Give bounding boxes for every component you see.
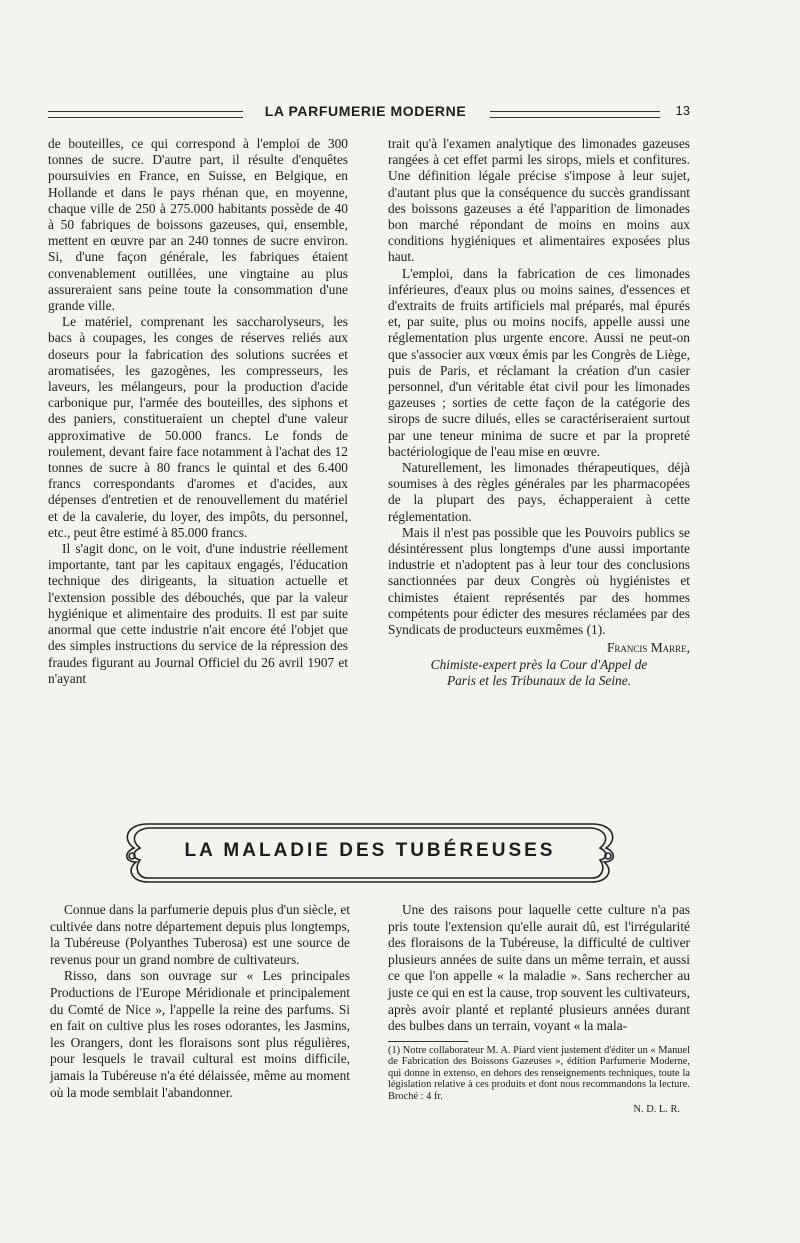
paragraph: Une des raisons pour laquelle cette culture n'a pas pris toute l'extension qu'elle aurait dû, est l'irrégularité des floraisons de la Tubéreuse, la difficulté de cultiver plusieurs années de suite dans un même terrain, et aussi ce que l'on appelle « la maladie ». Sans rechercher au juste ce qui en est la cause, trop souvent les cultivateurs, après avoir planté et replanté plusieurs années durant des bulbes dans un terrain, voyant « la mala- <box>388 902 690 1034</box>
author-name: Francis Marre, <box>606 640 690 656</box>
header-rule-left <box>48 111 243 118</box>
paragraph: trait qu'à l'examen analytique des limonades gazeuses rangées à cet effet parmi les sirops, miels et confitures. Une définition légale précise s'impose à leur sujet, d'autant plus que la conséquence du succès grandissant des boissons gazeuses a été l'apparition de limonades bon marché répondant de moins en moins aux conditions hygiéniques et alimentaires exposées plus haut. <box>388 136 690 265</box>
paragraph: Naturellement, les limonades thérapeutiques, déjà soumises à des règles générales par les pharmacopées de la plupart des pays, échapperaient à cette réglementation. <box>388 460 690 524</box>
header-rule-right <box>490 111 660 118</box>
journal-title: LA PARFUMERIE MODERNE <box>264 103 467 119</box>
paragraph: Connue dans la parfumerie depuis plus d'un siècle, et cultivée dans notre département depuis plus longtemps, la Tubéreuse (Polyanthes Tuberosa) est une source de revenus pour un grand nombre de cultivateurs. <box>50 902 350 967</box>
author-affiliation-1: Chimiste-expert près la Cour d'Appel de <box>430 656 648 672</box>
running-header <box>48 103 690 125</box>
article2-column-left <box>50 902 350 1101</box>
footnote-signature: N. D. L. R. <box>633 1104 680 1116</box>
footnote: (1) Notre collaborateur M. A. Piard vient justement d'éditer un « Manuel de Fabrication des Boissons Gazeuses », édition Parfumerie Moderne, qui donne in extenso, en dehors des renseignements techniques, toute la législation relative à ces produits et dont nous recommandons la lecture. Broché : 4 fr. <box>388 1044 690 1102</box>
paragraph: Il s'agit donc, on le voit, d'une industrie réellement importante, tant par les capitaux engagés, l'éducation technique des dirigeants, la situation actuelle et l'extension possible des débouchés, que par la valeur hygiénique et alimentaire des produits. Il est par suite anormal que cette industrie n'ait encore été l'objet que des simples instructions du service de la répression des fraudes figurant au Journal Officiel du 26 avril 1907 et n'ayant <box>48 541 348 686</box>
author-signature <box>388 640 690 656</box>
author-affiliation-2: Paris et les Tribunaux de la Seine. <box>446 672 632 688</box>
article-column-right <box>388 136 690 689</box>
paragraph: L'emploi, dans la fabrication de ces limonades inférieures, d'eaux plus ou moins saines, d'essences et d'extraits de fruits artificiels mal préparés, mal épurés et, par suite, plus ou moins nocifs, appelle aussi une réglementation plus urgente encore. Aussi ne peut-on que s'associer aux vœux émis par les Congrès de Liège, puis de Paris, et réclamant la création d'un casier personnel, d'un véritable état civil pour les limonades gazeuses ; sorties de cette façon de la catégorie des sirops de sucre dilués, elles se caractériseraient surtout par une teneur minima de sucre et par la propreté bactériologique de l'eau mise en œuvre. <box>388 265 690 459</box>
paragraph: de bouteilles, ce qui correspond à l'emploi de 300 tonnes de sucre. D'autre part, il résulte d'enquêtes poursuivies en France, en Suisse, en Belgique, en Hollande et dans le pays rhénan que, en moyenne, chaque ville de 250 à 275.000 habitants possède de 40 à 50 fabriques de boissons gazeuses, qui, ensemble, mettent en œuvre par an 240 tonnes de sucre environ. Si, d'une façon générale, les fabriques étaient convenablement outillées, une vingtaine au plus assureraient sans peine toute la consommation d'une grande ville. <box>48 136 348 314</box>
footnote-divider <box>388 1041 468 1042</box>
article-column-left <box>48 136 348 687</box>
article2-column-right <box>388 902 690 1116</box>
paragraph: Le matériel, comprenant les saccharolyseurs, les bacs à coupages, les conges de réserves reliés aux doseurs pour la fabrication des solutions sucrées et aromatisées, les gazogènes, les compresseurs, les laveurs, les mélangeurs, pour la production d'acide carbonique pur, l'armée des bouteilles, des siphons et des paniers, constitueraient un cheptel d'une valeur approximative de 50.000 francs. Le fonds de roulement, devant faire face notamment à l'achat des 12 tonnes de sucre à 80 francs le quintal et des 6.400 francs correspondants d'aromes et d'acides, aux dépenses d'entretien et de renouvellement du matériel et de la cavalerie, du loyer, des impôts, du personnel, etc., peut être estimé à 85.000 francs. <box>48 314 348 540</box>
section-title: LA MALADIE DES TUBÉREUSES <box>184 840 556 861</box>
paragraph: Mais il n'est pas possible que les Pouvoirs publics se désintéressent plus longtemps d'une aussi importante industrie et n'adoptent pas à leur tour des conclusions sanctionnées par deux Congrès où hygiénistes et chimistes étaient représentés par des hommes compétents pour édicter des mesures réclamées par des Syndicats de producteurs euxmêmes (1). <box>388 524 690 638</box>
page-number: 13 <box>675 103 690 118</box>
paragraph: Risso, dans son ouvrage sur « Les principales Productions de l'Europe Méridionale et principalement du Comté de Nice », l'appelle la reine des parfums. Si en fait on cultive plus les roses odorantes, les Jasmins, les Orangers, dont les floraisons sont plus régulières, pour lesquels le travail cultural est moins difficile, jamais la Tubéreuse n'a été délaissée, même au moment où la mode semblait l'abandonner. <box>50 968 350 1100</box>
section-banner <box>118 818 622 888</box>
